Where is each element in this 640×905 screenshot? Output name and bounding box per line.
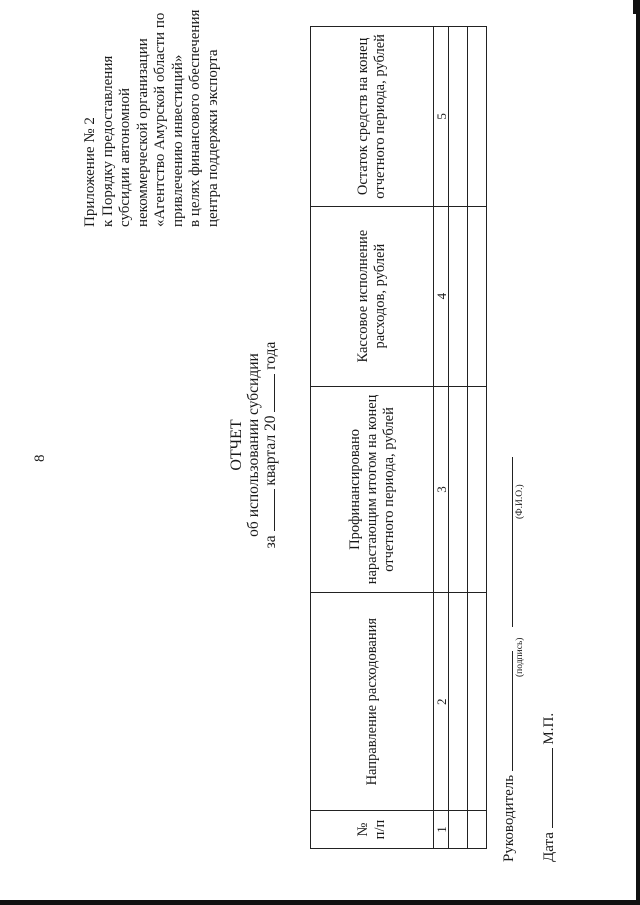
title-main: ОТЧЕТ bbox=[228, 419, 245, 471]
signature-caption: (подпись) bbox=[515, 637, 525, 677]
column-number: 4 bbox=[434, 206, 449, 386]
column-header: Профинансировано нарастающим итогом на конец отчетного периода, рублей bbox=[311, 386, 434, 593]
year-blank bbox=[262, 374, 275, 412]
table-cell bbox=[468, 206, 487, 386]
appendix-line: Приложение № 2 bbox=[82, 117, 98, 227]
date-blank bbox=[540, 748, 553, 828]
signature-blank bbox=[500, 651, 513, 771]
table-row bbox=[468, 27, 487, 849]
table-cell bbox=[468, 593, 487, 811]
name-caption: (Ф.И.О.) bbox=[515, 484, 525, 519]
appendix-line: субсидии автономной bbox=[117, 87, 133, 227]
table-cell bbox=[449, 386, 468, 593]
stamp-label: М.П. bbox=[541, 712, 557, 745]
appendix-line: привлечению инвестиций» bbox=[169, 54, 186, 227]
column-header: № п/п bbox=[311, 811, 434, 849]
date-stamp-line bbox=[540, 713, 558, 862]
appendix-line: в целях финансового обеспечения bbox=[187, 9, 203, 227]
period-mid: квартал 20 bbox=[262, 415, 279, 486]
table-cell bbox=[449, 811, 468, 849]
page-number: 8 bbox=[32, 454, 48, 462]
column-number: 3 bbox=[434, 386, 449, 593]
report-table bbox=[310, 26, 487, 849]
table-cell bbox=[449, 593, 468, 811]
appendix-line: к Порядку предоставления bbox=[99, 55, 116, 227]
date-label: Дата bbox=[541, 832, 557, 862]
report-title bbox=[228, 285, 279, 605]
title-subtitle: об использовании субсидии bbox=[245, 353, 262, 537]
appendix-line: некоммерческой организации bbox=[134, 38, 151, 227]
column-number: 2 bbox=[434, 593, 449, 811]
table-cell bbox=[468, 386, 487, 593]
appendix-line: «Агентство Амурской области по bbox=[152, 12, 168, 227]
period-prefix: за bbox=[262, 535, 279, 549]
table-cell bbox=[449, 206, 468, 386]
column-number-row bbox=[434, 27, 449, 849]
quarter-blank bbox=[262, 489, 275, 531]
column-number: 1 bbox=[434, 811, 449, 849]
column-header: Направление расходования bbox=[311, 593, 434, 811]
title-period bbox=[262, 285, 279, 605]
head-label: Руководитель bbox=[501, 774, 517, 862]
table-header-row bbox=[311, 27, 434, 849]
period-suffix: года bbox=[262, 341, 279, 370]
name-blank bbox=[500, 457, 513, 627]
column-header: Остаток средств на конец отчетного периода, рублей bbox=[311, 27, 434, 207]
column-header: Кассовое исполнение расходов, рублей bbox=[311, 206, 434, 386]
appendix-line: центра поддержки экспорта bbox=[204, 49, 221, 227]
table-cell bbox=[449, 27, 468, 207]
table-cell bbox=[468, 27, 487, 207]
table-cell bbox=[468, 811, 487, 849]
table-row bbox=[449, 27, 468, 849]
appendix-note bbox=[82, 10, 222, 227]
column-number: 5 bbox=[434, 27, 449, 207]
